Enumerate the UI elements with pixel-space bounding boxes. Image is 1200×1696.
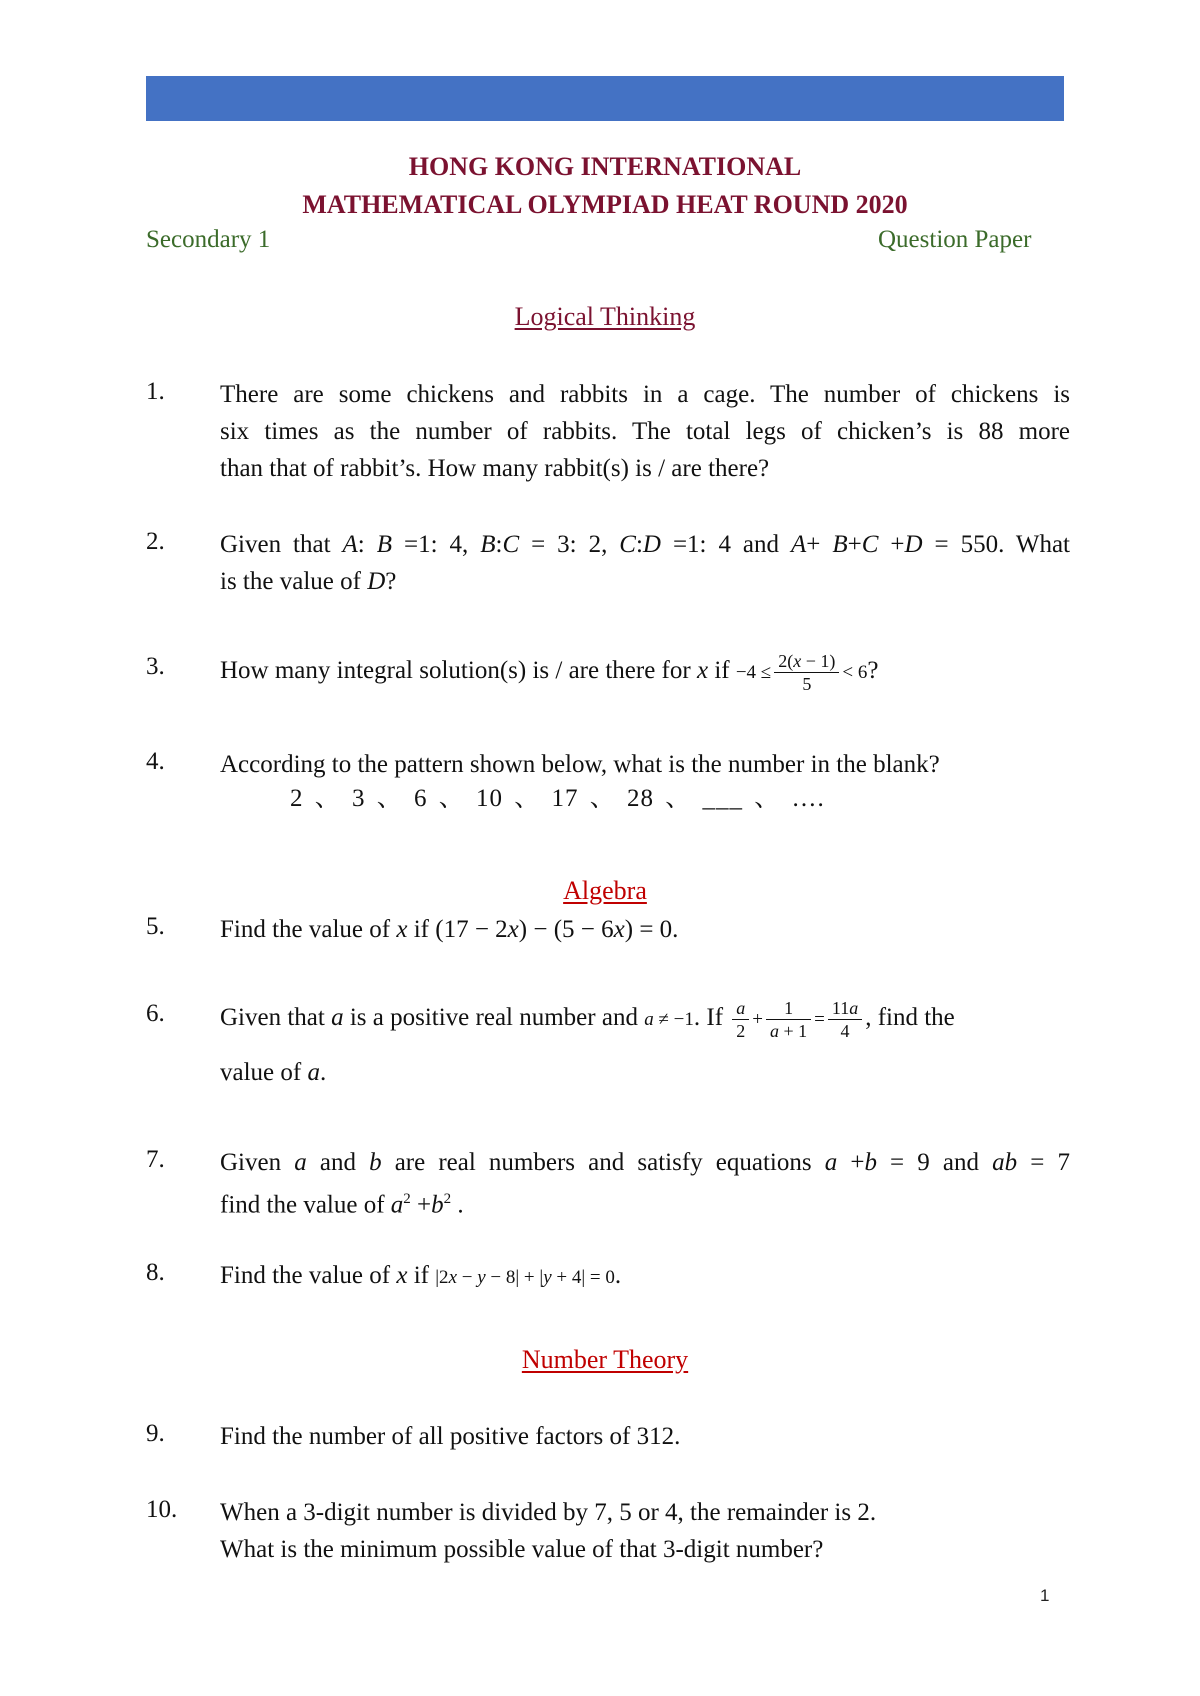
title-line-1: HONG KONG INTERNATIONAL — [408, 152, 802, 181]
q3-number: 3. — [146, 653, 165, 680]
q3-text: How many integral solution(s) is / are there for x if −4 ≤ $\frac{2(x - 1)}{5}$ < 6? — [220, 650, 879, 694]
q1-number: 1. — [146, 378, 165, 405]
q10-line-2: What is the minimum possible value of that 3-digit number? — [220, 1536, 824, 1563]
q10-number: 10. — [146, 1496, 178, 1523]
paper-type-label: Question Paper — [878, 226, 1032, 253]
title-line-2: MATHEMATICAL OLYMPIAD HEAT ROUND 2020 — [302, 190, 908, 219]
q1-line-2: six times as the number of rabbits. The total legs of chicken’s is 88 more — [220, 418, 1070, 445]
section-algebra: Algebra — [563, 876, 647, 905]
header-color-bar — [146, 76, 1064, 121]
q4-number: 4. — [146, 748, 165, 775]
q2-number: 2. — [146, 528, 165, 555]
q4-text: According to the pattern shown below, what is the number in the blank? — [220, 751, 940, 778]
q8-number: 8. — [146, 1259, 165, 1286]
q4-pattern: 2 、 3 、 6 、 10 、 17 、 28 、 ___ 、 …. — [290, 785, 825, 812]
page-number: 1 — [1040, 1586, 1050, 1605]
q10-line-1: When a 3-digit number is divided by 7, 5 or 4, the remainder is 2. — [220, 1499, 877, 1526]
section-logical-thinking: Logical Thinking — [514, 302, 696, 331]
q5-text: Find the value of x if (17 − 2x) − (5 − 6x) = 0. — [220, 916, 679, 943]
q7-line-1: Given a and b are real numbers and satisfy equations a +b = 9 and ab = 7 — [220, 1149, 1070, 1176]
section-number-theory: Number Theory — [521, 1345, 689, 1374]
level-label: Secondary 1 — [146, 226, 271, 253]
q3-fraction: $\frac{2(x - 1)}{5}$ — [774, 650, 839, 695]
q2-line-2: is the value of D? — [220, 568, 397, 595]
q1-line-3: than that of rabbit’s. How many rabbit(s) is / are there? — [220, 455, 770, 482]
q7-line-2: find the value of $a^2 +b^2$ . — [220, 1191, 464, 1219]
q9-number: 9. — [146, 1420, 165, 1447]
q5-number: 5. — [146, 913, 165, 940]
q6-number: 6. — [146, 1000, 165, 1027]
q6-line-1: Given that a is a positive real number and a ≠ −1. If $\frac{a}{2}$ + $\frac{1}{a + 1}$ = $\frac{11a}{4}$ , find the — [220, 997, 955, 1041]
q1-line-1: There are some chickens and rabbits in a cage. The number of chickens is — [220, 381, 1070, 408]
q2-line-1: Given that A: B =1: 4, B:C = 3: 2, C:D =1: 4 and A+ B+C +D = 550. What — [220, 531, 1070, 558]
q6-line-2: value of a. — [220, 1059, 327, 1086]
q9-text: Find the number of all positive factors of 312. — [220, 1423, 681, 1450]
q8-text: Find the value of x if |2x − y − 8| + |y + 4| = 0. — [220, 1262, 622, 1289]
q7-number: 7. — [146, 1146, 165, 1173]
